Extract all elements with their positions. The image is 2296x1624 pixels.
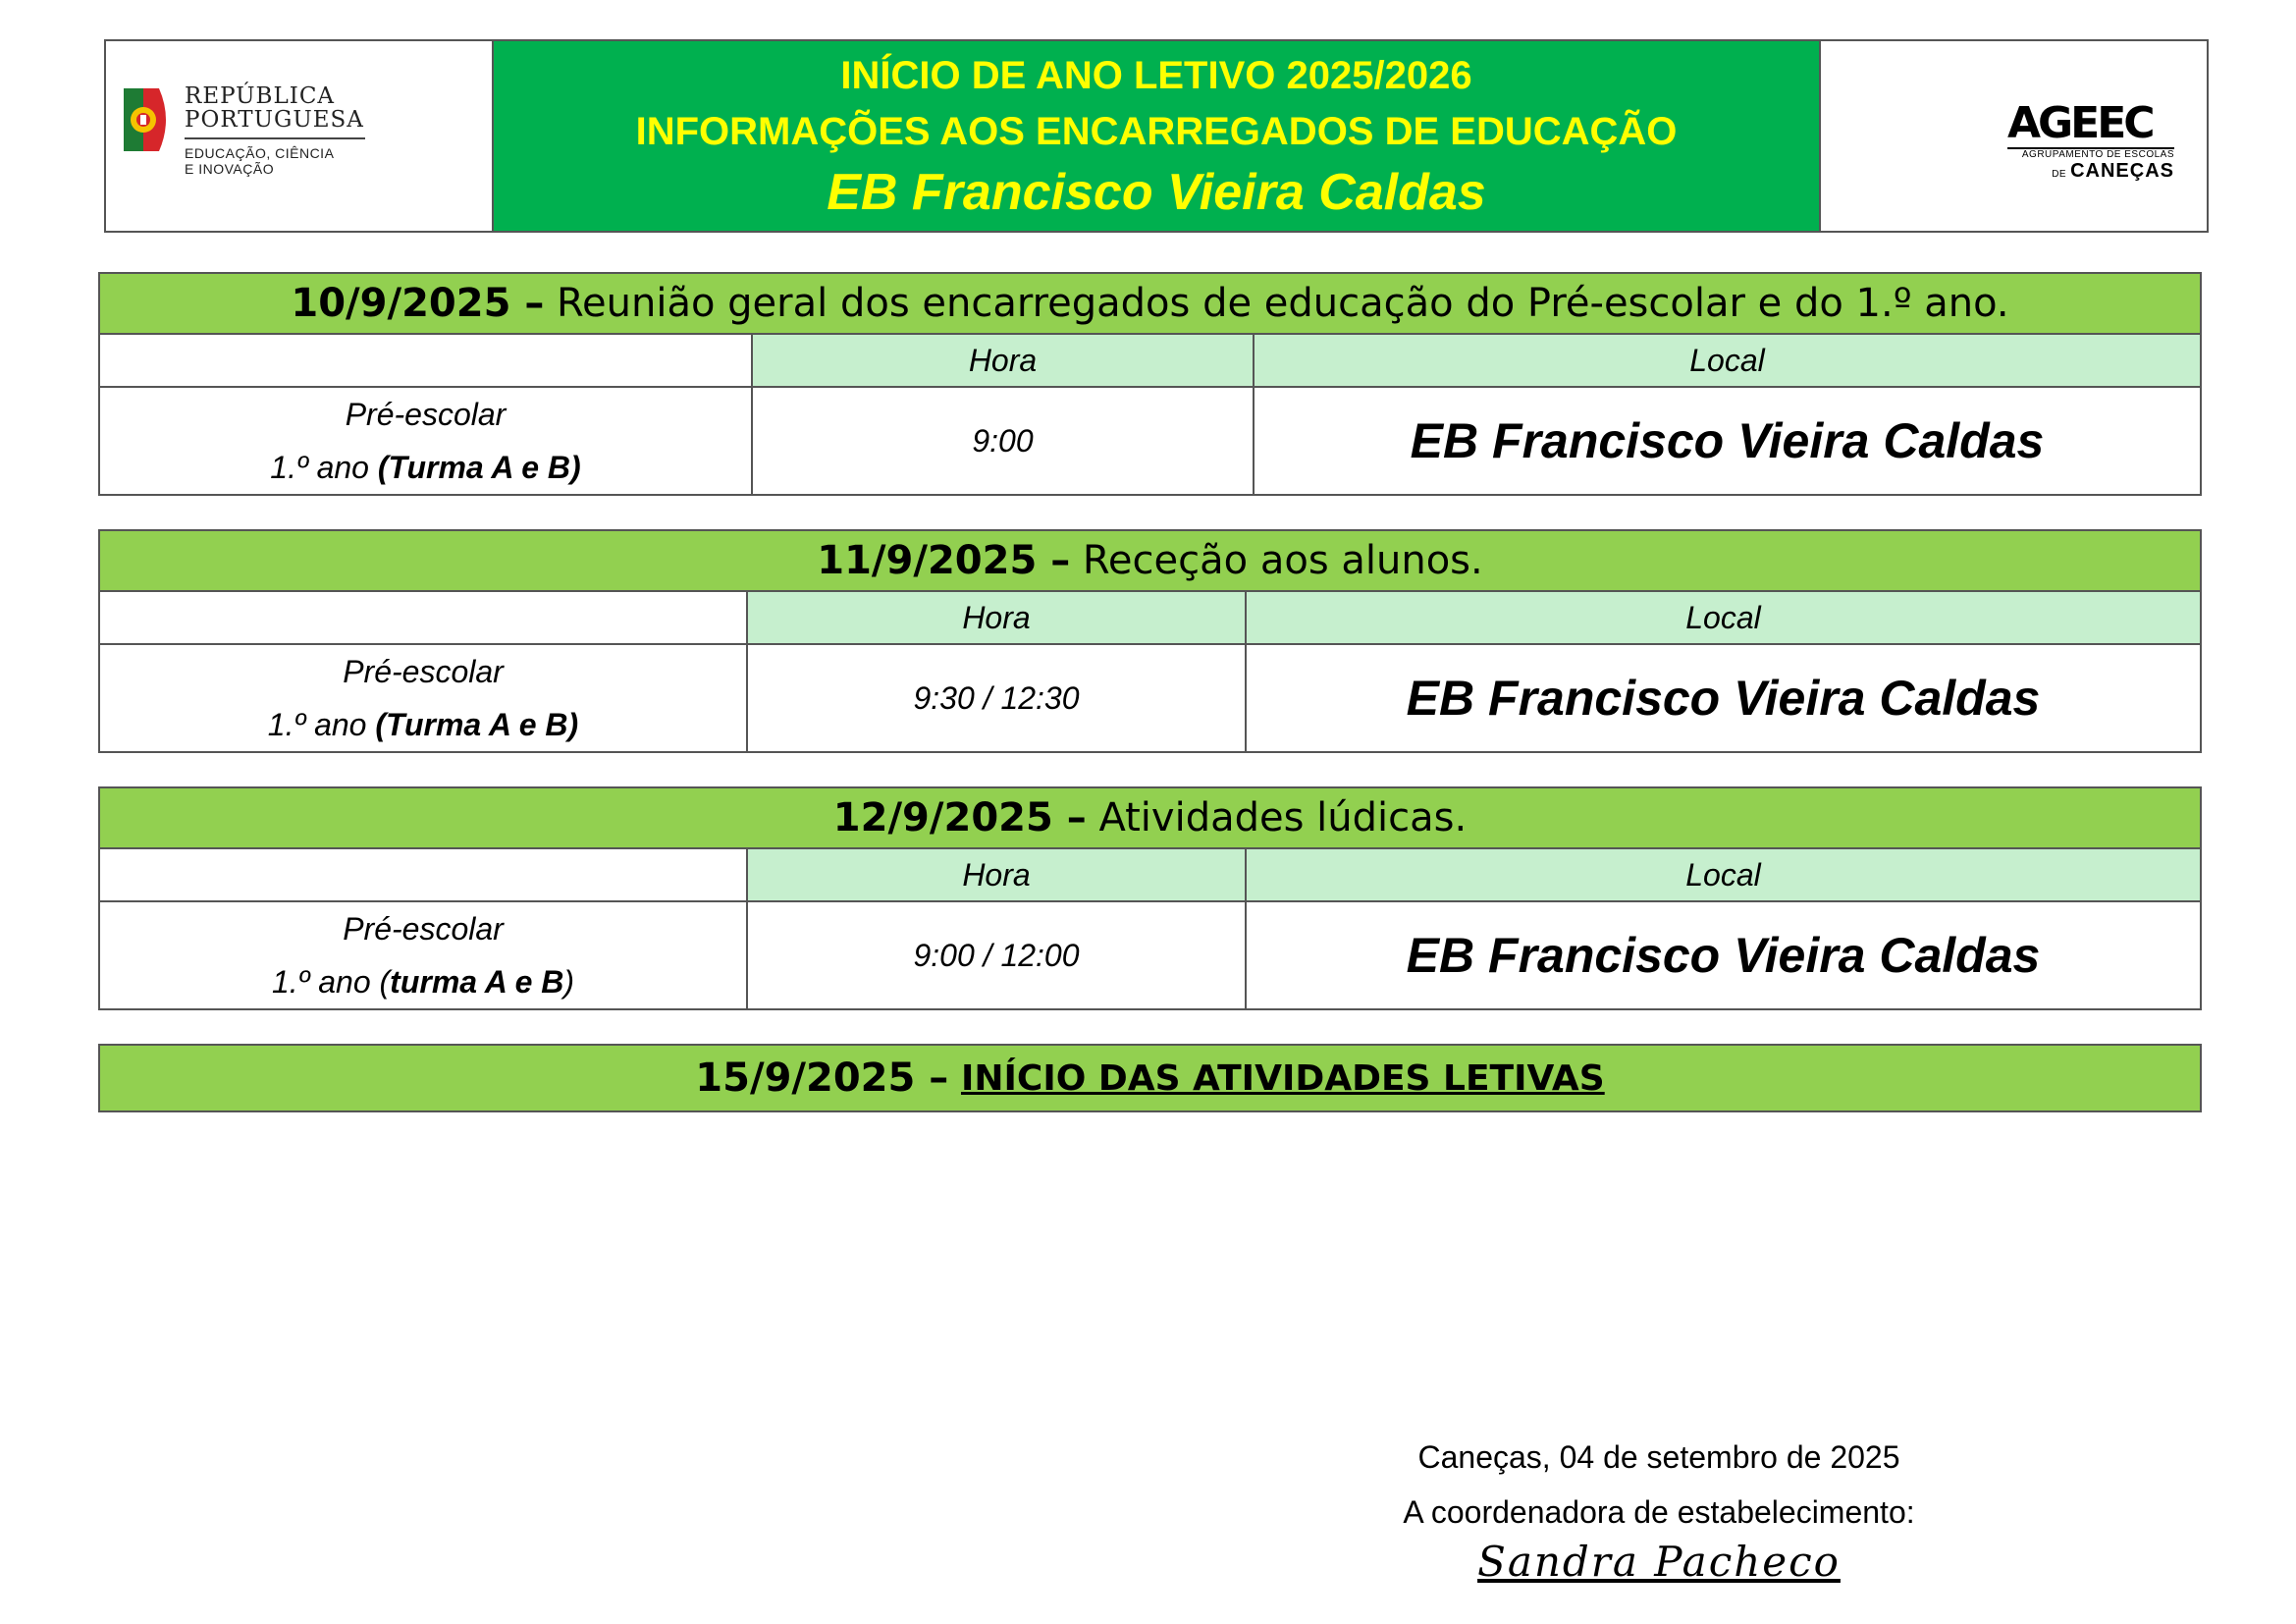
participant-group-1: Pré-escolar (343, 911, 504, 947)
agrupamento-caneças-logo (1821, 41, 2207, 231)
participants-cell (100, 388, 753, 494)
local-header: Local (1247, 849, 2200, 900)
event-table-2 (98, 529, 2202, 753)
footer-place-date: Caneças, 04 de setembro de 2025 (1417, 1439, 1900, 1475)
start-title (100, 1046, 2200, 1110)
agrupamento-logo-de: DE (2052, 169, 2067, 180)
hora-value: 9:00 / 12:00 (748, 902, 1247, 1008)
event-date: 12/9/2025 – (832, 795, 1087, 840)
logo-name-line-2: PORTUGUESA (185, 107, 364, 133)
start-of-classes-banner (98, 1044, 2202, 1112)
event-header-row (100, 849, 2200, 902)
header-line-1: INÍCIO DE ANO LETIVO 2025/2026 (840, 53, 1472, 97)
event-title (100, 274, 2200, 335)
logo-name-line-1: REPÚBLICA (185, 83, 336, 109)
agrupamento-logo-big-text: CANEÇAS (2070, 160, 2174, 182)
republica-portuguesa-logo (106, 41, 494, 231)
signature-wrapper (1423, 1538, 1895, 1586)
event-description: Receção aos alunos. (1070, 538, 1483, 583)
event-title (100, 531, 2200, 592)
participant-group-2: 1.º ano (turma A e B) (271, 964, 575, 1000)
participant-group-2: 1.º ano (Turma A e B) (270, 450, 581, 485)
republica-portuguesa-text (185, 84, 365, 177)
event-title (100, 788, 2200, 849)
start-label: INÍCIO DAS ATIVIDADES LETIVAS (960, 1057, 1605, 1099)
event-description: Reunião geral dos encarregados de educação do Pré-escolar e do 1.º ano. (544, 281, 2009, 326)
local-header: Local (1247, 592, 2200, 643)
event-body-row (100, 388, 2200, 494)
hora-header: Hora (753, 335, 1255, 386)
start-date: 15/9/2025 – (695, 1056, 949, 1101)
event-table-3 (98, 786, 2202, 1010)
local-value: EB Francisco Vieira Caldas (1406, 928, 2041, 983)
event-header-row (100, 592, 2200, 645)
event-date: 11/9/2025 – (817, 538, 1071, 583)
event-body-row (100, 645, 2200, 751)
event-date: 10/9/2025 – (291, 281, 545, 326)
logo-sub-line-2: E INOVAÇÃO (185, 161, 275, 177)
logo-divider (185, 137, 365, 139)
participant-group-2: 1.º ano (Turma A e B) (267, 707, 579, 742)
participant-group-1: Pré-escolar (343, 654, 504, 689)
hora-header: Hora (748, 592, 1247, 643)
participants-cell (100, 902, 748, 1008)
agrupamento-logo-mark (2007, 98, 2174, 182)
header-school-name: EB Francisco Vieira Caldas (827, 163, 1486, 221)
hora-value: 9:00 (753, 388, 1255, 494)
event-body-row (100, 902, 2200, 1008)
local-value: EB Francisco Vieira Caldas (1406, 671, 2041, 726)
event-description: Atividades lúdicas. (1086, 795, 1468, 840)
agrupamento-logo-small-text: AGRUPAMENTO DE ESCOLAS (2021, 149, 2174, 160)
footer-role: A coordenadora de estabelecimento: (1403, 1494, 1915, 1530)
local-value: EB Francisco Vieira Caldas (1410, 413, 2045, 468)
header-empty-cell (100, 592, 748, 643)
participant-group-1: Pré-escolar (345, 397, 507, 432)
hora-header: Hora (748, 849, 1247, 900)
portuguese-flag-emblem-icon (120, 84, 175, 155)
header-title-block (494, 41, 1821, 231)
hora-value: 9:30 / 12:30 (748, 645, 1247, 751)
logo-sub-line-1: EDUCAÇÃO, CIÊNCIA (185, 145, 335, 161)
local-header: Local (1255, 335, 2200, 386)
agrupamento-logo-word: AGEEC (2007, 98, 2153, 148)
event-table-1 (98, 272, 2202, 496)
participants-cell (100, 645, 748, 751)
signature: Sandra Pacheco (1477, 1538, 1841, 1586)
document-header (104, 39, 2209, 233)
header-empty-cell (100, 849, 748, 900)
event-header-row (100, 335, 2200, 388)
header-empty-cell (100, 335, 753, 386)
header-line-2: INFORMAÇÕES AOS ENCARREGADOS DE EDUCAÇÃO (635, 109, 1678, 153)
